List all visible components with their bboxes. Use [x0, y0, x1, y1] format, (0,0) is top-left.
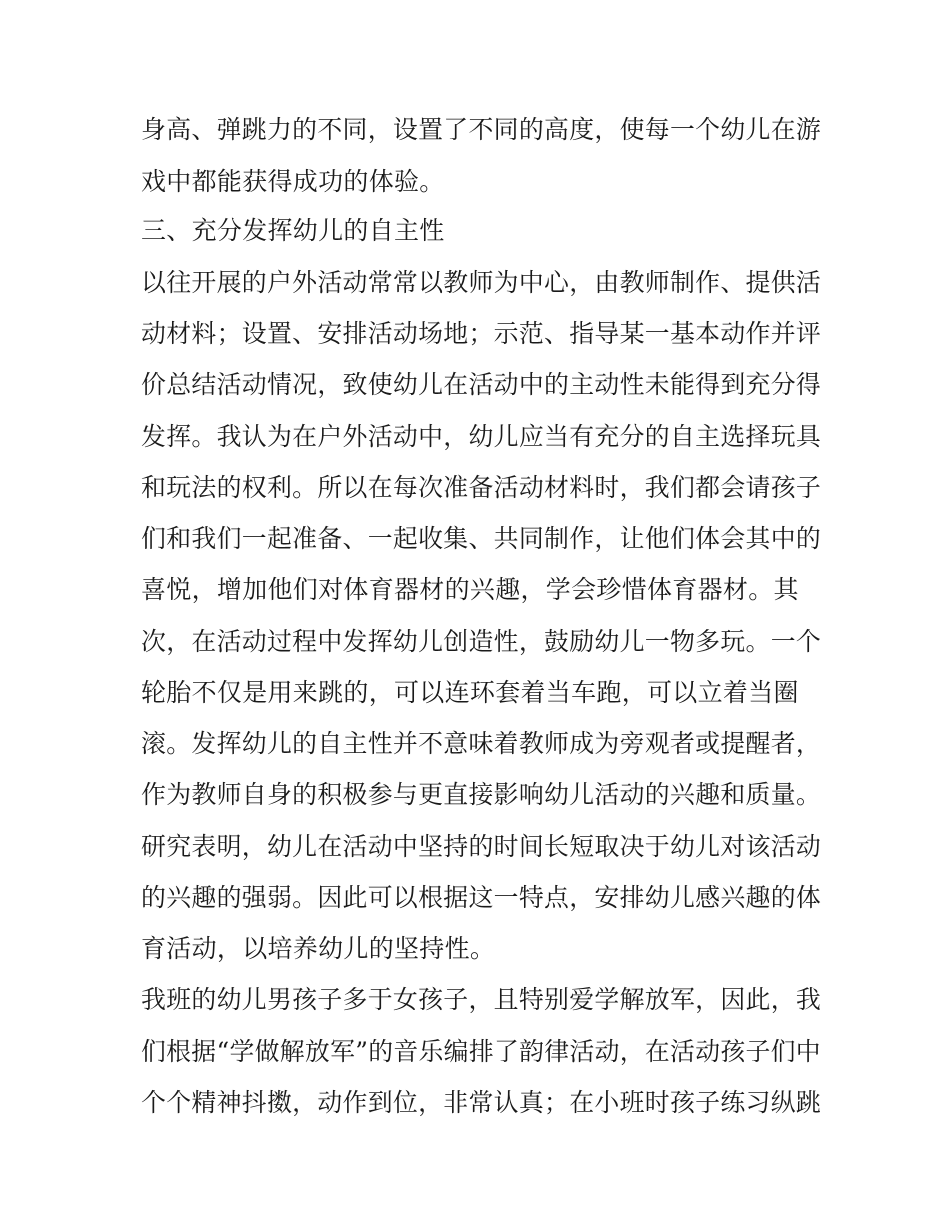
text-line: 发挥。我认为在户外活动中，幼儿应当有充分的自主选择玩具 — [141, 422, 822, 451]
text-line: 喜悦，增加他们对体育器材的兴趣，学会珍惜体育器材。其 — [141, 575, 799, 604]
text-line: 个个精神抖擞，动作到位，非常认真；在小班时孩子练习纵跳 — [141, 1088, 822, 1117]
text-line: 动材料；设置、安排活动场地；示范、指导某一基本动作并评 — [141, 319, 822, 348]
text-line: 们根据“学做解放军”的音乐编排了韵律活动，在活动孩子们中 — [141, 1037, 821, 1066]
text-line: 们和我们一起准备、一起收集、共同制作，让他们体会其中的 — [141, 524, 822, 553]
text-line: 价总结活动情况，致使幼儿在活动中的主动性未能得到充分得 — [141, 370, 822, 399]
text-line: 滚。发挥幼儿的自主性并不意味着教师成为旁观者或提醒者， — [141, 729, 822, 758]
text-line: 的兴趣的强弱。因此可以根据这一特点，安排幼儿感兴趣的体 — [141, 883, 822, 912]
text-line: 戏中都能获得成功的体验。 — [141, 167, 445, 196]
section-heading: 三、充分发挥幼儿的自主性 — [141, 216, 445, 245]
text-line: 身高、弹跳力的不同，设置了不同的高度，使每一个幼儿在游 — [141, 115, 822, 144]
text-line: 和玩法的权利。所以在每次准备活动材料时，我们都会请孩子 — [141, 473, 822, 502]
text-line: 育活动，以培养幼儿的坚持性。 — [141, 934, 496, 963]
text-line: 研究表明，幼儿在活动中坚持的时间长短取决于幼儿对该活动 — [141, 832, 822, 861]
text-line: 作为教师自身的积极参与更直接影响幼儿活动的兴趣和质量。 — [141, 780, 822, 809]
text-line: 轮胎不仅是用来跳的，可以连环套着当车跑，可以立着当圈 — [141, 678, 799, 707]
text-line: 我班的幼儿男孩子多于女孩子，且特别爱学解放军，因此，我 — [141, 985, 822, 1014]
text-line: 次，在活动过程中发挥幼儿创造性，鼓励幼儿一物多玩。一个 — [141, 627, 822, 656]
text-line: 以往开展的户外活动常常以教师为中心，由教师制作、提供活 — [141, 268, 822, 297]
